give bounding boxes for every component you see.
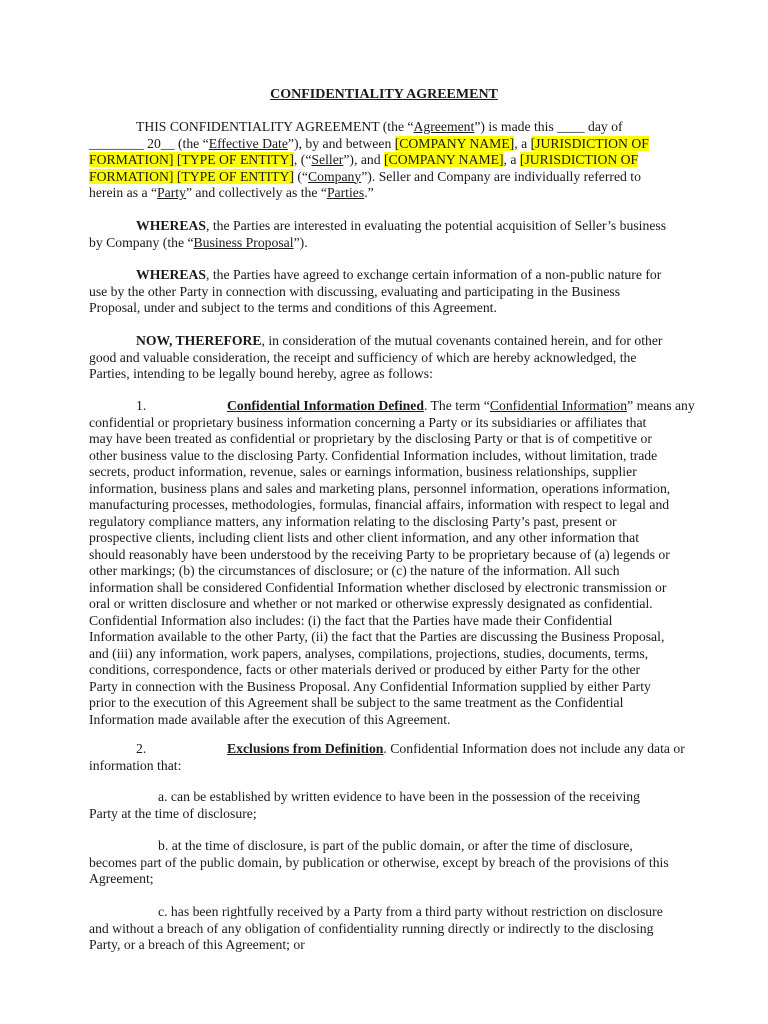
defined-term: Effective Date <box>208 135 288 151</box>
text: .” <box>364 185 374 200</box>
page-title: CONFIDENTIALITY AGREEMENT <box>270 87 498 102</box>
section-1-line: information, business plans and sales and marketing plans, personnel information, operations information, <box>89 480 671 496</box>
text: ”). <box>293 234 308 250</box>
whereas-line: Proposal, under and subject to the terms and conditions of this Agreement. <box>89 300 497 315</box>
list-item-line: Party at the time of disclosure; <box>89 805 257 821</box>
section-1-line: prospective clients, including client lists and other client information, and any other information that <box>89 530 640 545</box>
section-number: 2. <box>136 741 147 756</box>
highlighted-placeholder: [COMPANY NAME] <box>384 152 504 167</box>
text: THIS CONFIDENTIALITY AGREEMENT (the “ <box>136 119 414 134</box>
bold-term: WHEREAS <box>136 267 206 282</box>
text: herein as a “ <box>89 185 158 200</box>
section-2-line: information that: <box>89 757 182 773</box>
section-1-line: may have been treated as confidential or proprietary by the disclosing Party or that is of competitive or <box>89 431 652 446</box>
text: , a <box>514 135 531 151</box>
section-2 <box>89 741 685 774</box>
intro-line <box>89 185 681 202</box>
section-2-heading-line <box>89 741 685 758</box>
highlighted-placeholder: [COMPANY NAME] <box>394 135 515 151</box>
list-item-line: and without a breach of any obligation of confidentiality running directly or indirectly to the disclosing <box>89 920 654 936</box>
intro-line <box>89 152 681 169</box>
whereas-line <box>89 235 681 252</box>
now-line: good and valuable consideration, the receipt and sufficiency of which are hereby acknowledged, the <box>89 349 637 365</box>
exclusion-item-a <box>89 789 681 822</box>
defined-term: Business Proposal <box>193 234 294 250</box>
whereas-paragraph-2 <box>89 267 681 317</box>
section-heading: Exclusions from Definition <box>227 741 384 756</box>
section-1-heading-line <box>89 398 695 415</box>
list-item-line: becomes part of the public domain, by publication or otherwise, except by breach of the provisions of this <box>89 854 669 870</box>
section-1-line: other business value to the disclosing Party. Confidential Information includes, without limitation, trade <box>89 447 658 463</box>
defined-term: Company <box>307 168 362 184</box>
section-number: 1. <box>136 398 147 413</box>
section-1-line: Party in connection with the Business Proposal. Any Confidential Information supplied by either Party <box>89 678 651 694</box>
text: by Company (the “ <box>89 234 194 250</box>
highlighted-placeholder: [JURISDICTION OF <box>530 135 649 151</box>
text: , the Parties are interested in evaluating the potential acquisition of Seller’s business <box>205 218 667 233</box>
list-item-line: Party, or a breach of this Agreement; or <box>89 937 305 952</box>
section-1-line: regulatory compliance matters, any information relating to the disclosing Party’s past, present or <box>89 513 617 529</box>
section-1-line: should reasonably have been understood by the receiving Party to be proprietary because of (a) legends or <box>89 546 670 562</box>
exclusion-item-c <box>89 904 681 954</box>
section-1-line: Confidential Information also includes: (i) the fact that the Parties have made their Confidential <box>89 612 613 628</box>
section-1 <box>89 398 695 728</box>
intro-line <box>89 119 681 136</box>
section-1-line: oral or written disclosure and whether or not marked or otherwise expressly designated as confidential. <box>89 596 653 611</box>
section-1-line: manufacturing processes, methodologies, formulas, financial affairs, information with respect to legal and <box>89 497 670 512</box>
defined-term: Confidential Information <box>489 398 628 413</box>
section-1-line: information shall be considered Confidential Information whether disclosed by electronic transmission or <box>89 579 667 595</box>
defined-term: Party <box>157 185 186 200</box>
section-1-line: other markings; (b) the circumstances of disclosure; or (c) the nature of the information. All such <box>89 563 620 578</box>
text: ________ 20__ (the “ <box>89 135 209 151</box>
text: . Confidential Information does not include any data or <box>383 741 685 756</box>
section-1-line: conditions, correspondence, facts or other materials derived or produced by either Party for the other <box>89 662 641 677</box>
text: (“ <box>293 168 308 184</box>
bold-term: NOW, THEREFORE <box>136 333 262 348</box>
list-item-line: c. has been rightfully received by a Party from a third party without restriction on disclosure <box>158 904 663 919</box>
text: ”), and <box>343 152 385 167</box>
highlighted-placeholder: FORMATION] [TYPE OF ENTITY] <box>89 168 294 184</box>
list-item-line: Agreement; <box>89 871 154 886</box>
section-1-line: prior to the execution of this Agreement shall be subject to the same treatment as the Confidential <box>89 695 624 710</box>
defined-term: Agreement <box>413 119 475 134</box>
whereas-line: use by the other Party in connection with discussing, evaluating and participating in the Business <box>89 283 621 299</box>
text: ”). Seller and Company are individually referred to <box>361 168 641 184</box>
intro-line <box>89 136 681 153</box>
text: ” means any <box>627 398 695 413</box>
intro-line <box>89 169 681 186</box>
exclusion-item-b <box>89 838 681 888</box>
now-therefore-paragraph <box>89 333 681 383</box>
text: ”), by and between <box>287 135 395 151</box>
now-line <box>89 333 681 350</box>
section-1-line: secrets, product information, revenue, sales or earnings information, business relationships, supplier <box>89 464 637 479</box>
section-1-line: and (iii) any information, work papers, analyses, compilations, projections, studies, documents, terms, <box>89 645 649 661</box>
defined-term: Parties <box>326 185 365 200</box>
list-item-line: b. at the time of disclosure, is part of the public domain, or after the time of disclosure, <box>158 838 633 853</box>
section-1-line: Information available to the other Party, (ii) the fact that the Parties are discussing the Business Proposal, <box>89 629 665 644</box>
whereas-paragraph-1 <box>89 218 681 251</box>
text: ”) is made this ____ day of <box>474 119 623 134</box>
whereas-line <box>89 267 681 284</box>
text: , the Parties have agreed to exchange certain information of a non-public nature for <box>205 267 662 282</box>
bold-term: WHEREAS <box>136 218 206 233</box>
text: . The term “ <box>423 398 490 413</box>
highlighted-placeholder: [JURISDICTION OF <box>519 152 639 167</box>
section-heading: Confidential Information Defined <box>227 398 424 413</box>
text: ” and collectively as the “ <box>185 185 327 200</box>
section-1-line: Information made available after the execution of this Agreement. <box>89 711 451 727</box>
whereas-line <box>89 218 681 235</box>
text: , a <box>503 152 520 167</box>
section-1-line: confidential or proprietary business information concerning a Party or its subsidiaries or affiliates that <box>89 414 647 430</box>
now-line: Parties, intending to be legally bound hereby, agree as follows: <box>89 366 433 381</box>
text: , (“ <box>293 152 312 167</box>
intro-paragraph <box>89 119 681 202</box>
text: , in consideration of the mutual covenants contained herein, and for other <box>261 333 663 348</box>
defined-term: Seller <box>311 152 344 167</box>
list-item-line: a. can be established by written evidence to have been in the possession of the receiving <box>158 789 640 804</box>
highlighted-placeholder: FORMATION] [TYPE OF ENTITY] <box>89 152 294 167</box>
